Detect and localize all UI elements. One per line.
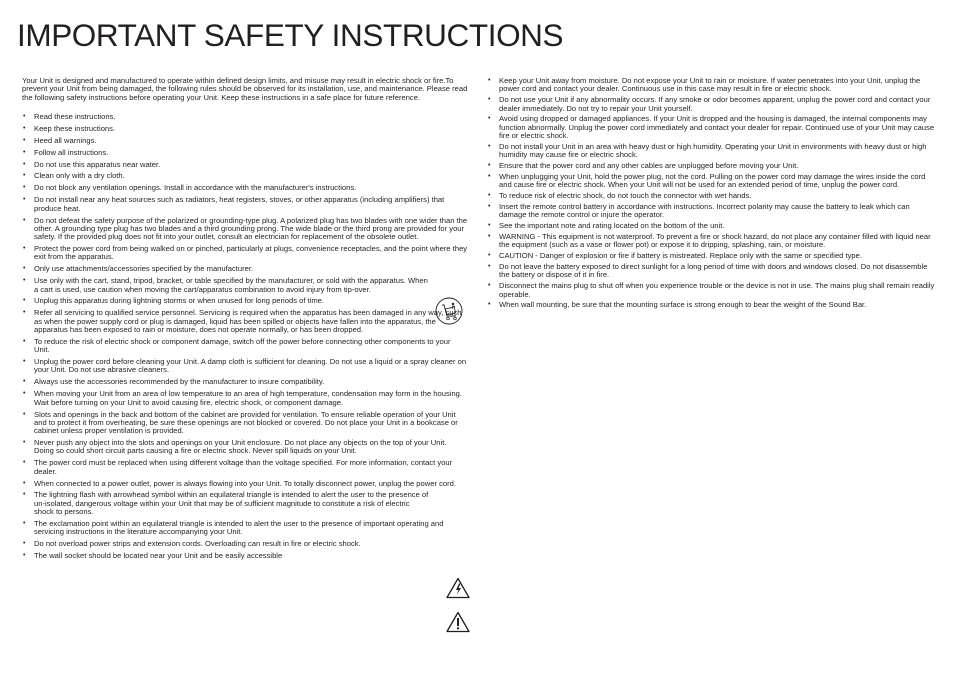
list-item: • When moving your Unit from an area of low temperature to an area of high temperature, condensation may form in the housing. Wait before turning on your Unit to avoid causing fire, electric shock, or component damage. — [22, 390, 468, 407]
list-item: • When unplugging your Unit, hold the power plug, not the cord. Pulling on the power cord may damage the wires inside the cord and cause fire or electric shock. When your Unit will not be used for an extended period of time, unplug the power cord. — [487, 173, 935, 190]
list-item: • See the important note and rating located on the bottom of the unit. — [487, 222, 935, 230]
left-column — [22, 77, 468, 564]
list-item: • The wall socket should be located near your Unit and be easily accessible — [22, 552, 468, 560]
cart-tip-over-warning-icon — [435, 297, 463, 325]
list-item: • Unplug the power cord before cleaning your Unit. A damp cloth is sufficient for cleaning. Do not use a liquid or a spray cleaner on your Unit. Do not use abrasive cleaners. — [22, 358, 468, 375]
list-item: • Do not overload power strips and extension cords. Overloading can result in fire or electric shock. — [22, 540, 468, 548]
list-item: • Keep your Unit away from moisture. Do not expose your Unit to rain or moisture. If water penetrates into your Unit, unplug the power cord and contact your dealer. Continuous use in this case may result in fire or electric shock. — [487, 77, 935, 94]
list-item: • Do not leave the battery exposed to direct sunlight for a long period of time with doors and windows closed. Do not disassemble the battery or dispose of it in fire. — [487, 263, 935, 280]
list-item: • Insert the remote control battery in accordance with instructions. Incorrect polarity may cause the battery to leak which can damage the remote control or injure the operator. — [487, 203, 935, 220]
list-item: • Disconnect the mains plug to shut off when you experience trouble or the device is not in use. The mains plug shall remain readily operable. — [487, 282, 935, 299]
list-item: • When connected to a power outlet, power is always flowing into your Unit. To totally disconnect power, unplug the power cord. — [22, 480, 468, 488]
list-item: • Slots and openings in the back and bottom of the cabinet are provided for ventilation. To ensure reliable operation of your Unit and to protect it from overheating, be sure these openings are not blocked or covered. Do not place your Unit in a bookcase or cabinet unless proper ventilation is provided. — [22, 411, 468, 436]
list-item: • Do not defeat the safety purpose of the polarized or grounding-type plug. A polarized plug has two blades with one wider than the other. A grounding type plug has two blades and a third grounding prong. The wide blade or the third prong are provided for your safety. If the provided plug does not fit into your outlet, consult an electrician for replacement of the obsolete outlet. — [22, 217, 468, 242]
list-item: • Do not install near any heat sources such as radiators, heat registers, stoves, or other apparatus (including amplifiers) that produce heat. — [22, 196, 468, 213]
lightning-triangle-icon — [446, 577, 470, 599]
list-item: • Always use the accessories recommended by the manufacturer to insure compatibility. — [22, 378, 468, 386]
right-instruction-list — [487, 77, 935, 310]
list-item: • The lightning flash with arrowhead symbol within an equilateral triangle is intended to alert the user to the presence of un-isolated, dangerous voltage within your Unit that may be of sufficient magnitude to constitute a risk of electric shock to persons. — [22, 491, 468, 516]
list-item: • Avoid using dropped or damaged appliances. If your Unit is dropped and the housing is damaged, the internal components may function abnormally. Unplug the power cord immediately and contact your dealer for repair. Continued use of your Unit may cause fire or electric shock. — [487, 115, 935, 140]
list-item: • Do not use this apparatus near water. — [22, 161, 468, 169]
list-item: • Do not install your Unit in an area with heavy dust or high humidity. Operating your Unit in environments with heavy dust or high humidity may cause fire or electric shock. — [487, 143, 935, 160]
list-item: • Only use attachments/accessories specified by the manufacturer. — [22, 265, 468, 273]
list-item: • To reduce the risk of electric shock or component damage, switch off the power before connecting other components to your Unit. — [22, 338, 468, 355]
list-item: • Unplug this apparatus during lightning storms or when unused for long periods of time. — [22, 297, 468, 305]
list-item: • Use only with the cart, stand, tripod, bracket, or table specified by the manufacturer, or sold with the apparatus. When a cart is used, use caution when moving the cart/apparatus combination to avoid injury from tip-over. — [22, 277, 468, 294]
list-item: • Read these instructions. — [22, 113, 468, 121]
exclamation-triangle-icon — [446, 611, 470, 633]
right-column — [487, 77, 935, 312]
list-item: • The exclamation point within an equilateral triangle is intended to alert the user to the presence of important operating and servicing instructions in the literature accompanying your Unit. — [22, 520, 468, 537]
list-item: • CAUTION - Danger of explosion or fire if battery is mistreated. Replace only with the same or specified type. — [487, 252, 935, 260]
intro-paragraph: Your Unit is designed and manufactured to operate within defined design limits, and misuse may result in electric shock or fire.To prevent your Unit from being damaged, the following rules should be observed for its installation, use, and maintenance. Please read the following safety instructions before operating your Unit. Keep these instructions in a safe place for future reference. — [22, 76, 468, 102]
list-item: • Clean only with a dry cloth. — [22, 172, 468, 180]
list-item: • Never push any object into the slots and openings on your Unit enclosure. Do not place any objects on the top of your Unit. Doing so could short circuit parts causing a fire or electric shock. Never spill liquids on your Unit. — [22, 439, 468, 456]
list-item: • Heed all warnings. — [22, 137, 468, 145]
page-title: IMPORTANT SAFETY INSTRUCTIONS — [17, 17, 564, 53]
left-instruction-list — [22, 113, 468, 560]
list-item: • To reduce risk of electric shock, do not touch the connector with wet hands. — [487, 192, 935, 200]
list-item: • Do not block any ventilation openings. Install in accordance with the manufacturer's instructions. — [22, 184, 468, 192]
list-item: • Do not use your Unit if any abnormality occurs. If any smoke or odor becomes apparent, unplug the power cord and contact your dealer immediately. Do not try to repair your Unit yourself. — [487, 96, 935, 113]
list-item: • Protect the power cord from being walked on or pinched, particularly at plugs, convenience receptacles, and the point where they exit from the apparatus. — [22, 245, 468, 262]
list-item: • Ensure that the power cord and any other cables are unplugged before moving your Unit. — [487, 162, 935, 170]
list-item: • Refer all servicing to qualified service personnel. Servicing is required when the apparatus has been damaged in any way, such as when the power supply cord or plug is damaged, liquid has been spilled or objects have fallen into the apparatus, the apparatus has been exposed to rain or moisture, does not operate normally, or has been dropped. — [22, 309, 468, 334]
list-item: • WARNING - This equipment is not waterproof. To prevent a fire or shock hazard, do not place any container filled with liquid near the equipment (such as a vase or flower pot) or expose it to dripping, splashing, rain, or moisture. — [487, 233, 935, 250]
list-item: • The power cord must be replaced when using different voltage than the voltage specified. For more information, contact your dealer. — [22, 459, 468, 476]
list-item: • Follow all instructions. — [22, 149, 468, 157]
list-item: • When wall mounting, be sure that the mounting surface is strong enough to bear the weight of the Sound Bar. — [487, 301, 935, 309]
list-item: • Keep these instructions. — [22, 125, 468, 133]
